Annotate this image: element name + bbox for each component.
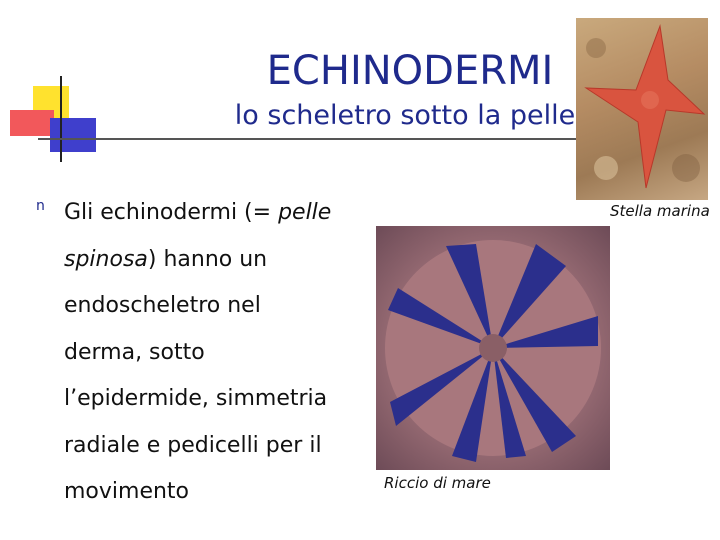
bullet-line: endoscheletro nel xyxy=(64,293,261,318)
bullet-line: derma, sotto xyxy=(64,339,205,365)
bullet-marker: n xyxy=(36,198,45,214)
text-segment-italic: pelle xyxy=(278,200,332,225)
slide-subtitle: lo scheletro sotto la pelle xyxy=(234,100,576,131)
bullet-line: movimento xyxy=(64,479,190,504)
bullet-line xyxy=(64,190,364,237)
starfish-photo xyxy=(576,18,708,200)
bullet-line xyxy=(64,237,364,284)
bullet-text xyxy=(64,190,364,516)
text-segment: Gli echinodermi (= xyxy=(64,200,279,225)
title-underline xyxy=(38,138,638,140)
starfish-caption: Stella marina xyxy=(610,202,710,220)
bullet-line: l’epidermide, simmetria xyxy=(64,386,328,411)
decor-vertical-line xyxy=(60,76,62,162)
slide-title: ECHINODERMI xyxy=(266,48,554,94)
sea-urchin-caption: Riccio di mare xyxy=(384,474,491,492)
decor-blue-square xyxy=(50,118,96,152)
bullet-line: radiale e pedicelli per il xyxy=(64,432,322,458)
text-segment-italic: spinosa xyxy=(64,246,148,272)
sea-urchin-photo xyxy=(376,226,610,470)
text-segment: ) hanno un xyxy=(147,246,268,272)
decor-red-bar xyxy=(10,110,54,136)
